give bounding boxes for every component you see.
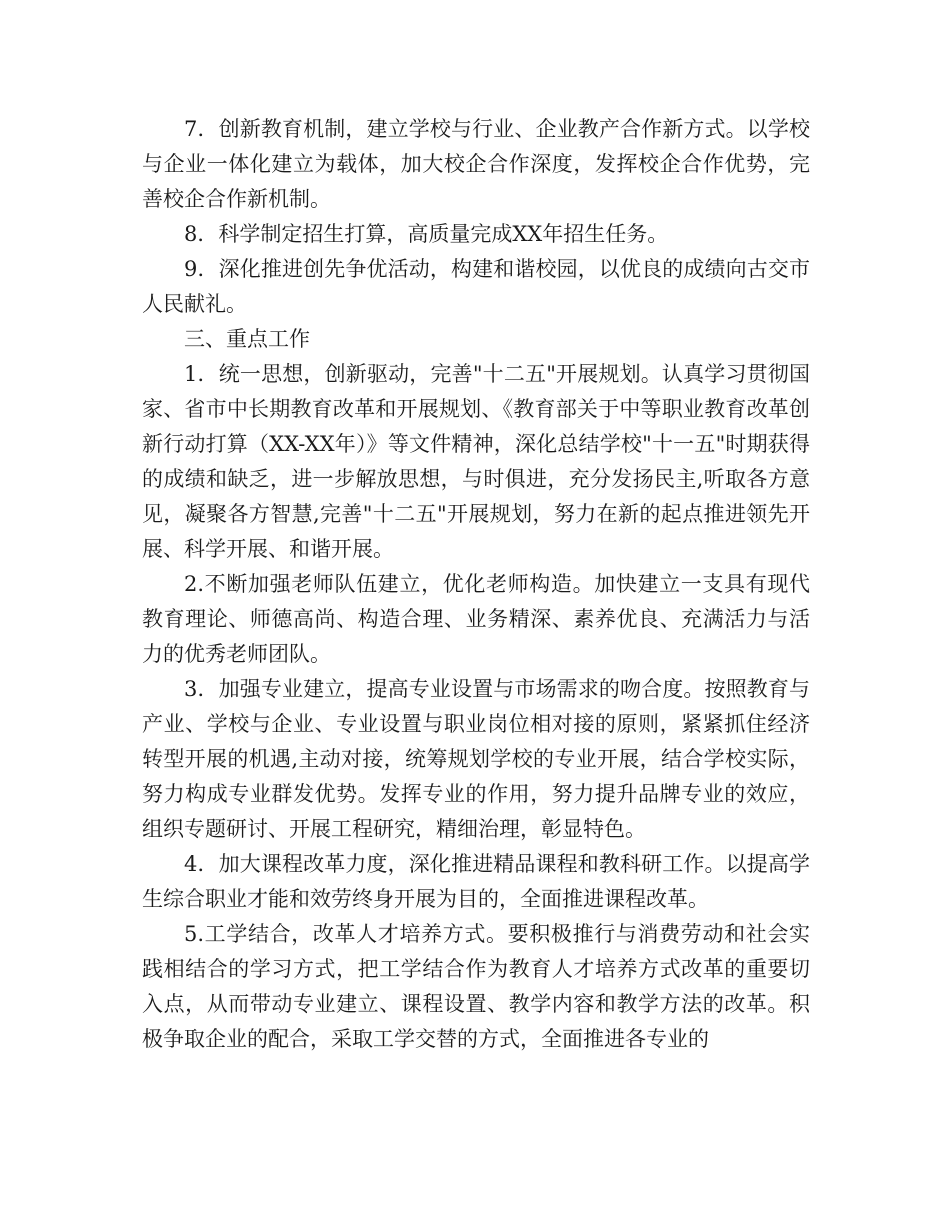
paragraph-key-work-4: 4．加大课程改革力度，深化推进精品课程和教科研工作。以提高学生综合职业才能和效劳终身开展为目的，全面推进课程改革。 xyxy=(142,852,810,911)
section-heading-key-work: 三、重点工作 xyxy=(184,327,310,351)
paragraph-key-work-2: 2.不断加强老师队伍建立，优化老师构造。加快建立一支具有现代教育理论、师德高尚、构造合理、业务精深、素养优良、充满活力与活力的优秀老师团队。 xyxy=(142,572,810,666)
paragraph-item-7: 7．创新教育机制，建立学校与行业、企业教产合作新方式。以学校与企业一体化建立为载体，加大校企合作深度，发挥校企合作优势，完善校企合作新机制。 xyxy=(142,117,810,211)
paragraph-item-9: 9．深化推进创先争优活动，构建和谐校园，以优良的成绩向古交市人民献礼。 xyxy=(142,257,810,316)
paragraph-key-work-1: 1．统一思想，创新驱动，完善"十二五"开展规划。认真学习贯彻国家、省市中长期教育改革和开展规划、《教育部关于中等职业教育改革创新行动打算（XX-XX年）》等文件精神，深化总结学校"十一五"时期获得的成绩和缺乏，进一步解放思想，与时俱进，充分发扬民主,听取各方意见，凝聚各方智慧,完善"十二五"开展规划，努力在新的起点推进领先开展、科学开展、和谐开展。 xyxy=(142,362,810,561)
paragraph-item-8: 8．科学制定招生打算，高质量完成XX年招生任务。 xyxy=(184,222,669,246)
document-body xyxy=(142,112,810,1057)
paragraph-key-work-3: 3．加强专业建立，提高专业设置与市场需求的吻合度。按照教育与产业、学校与企业、专业设置与职业岗位相对接的原则，紧紧抓住经济转型开展的机遇,主动对接，统筹规划学校的专业开展，结合学校实际，努力构成专业群发优势。发挥专业的作用，努力提升品牌专业的效应，组织专题研讨、开展工程研究，精细治理，彰显特色。 xyxy=(142,677,810,841)
paragraph-key-work-5: 5.工学结合，改革人才培养方式。要积极推行与消费劳动和社会实践相结合的学习方式，把工学结合作为教育人才培养方式改革的重要切入点，从而带动专业建立、课程设置、教学内容和教学方法的改革。积极争取企业的配合，采取工学交替的方式，全面推进各专业的 xyxy=(142,922,810,1051)
